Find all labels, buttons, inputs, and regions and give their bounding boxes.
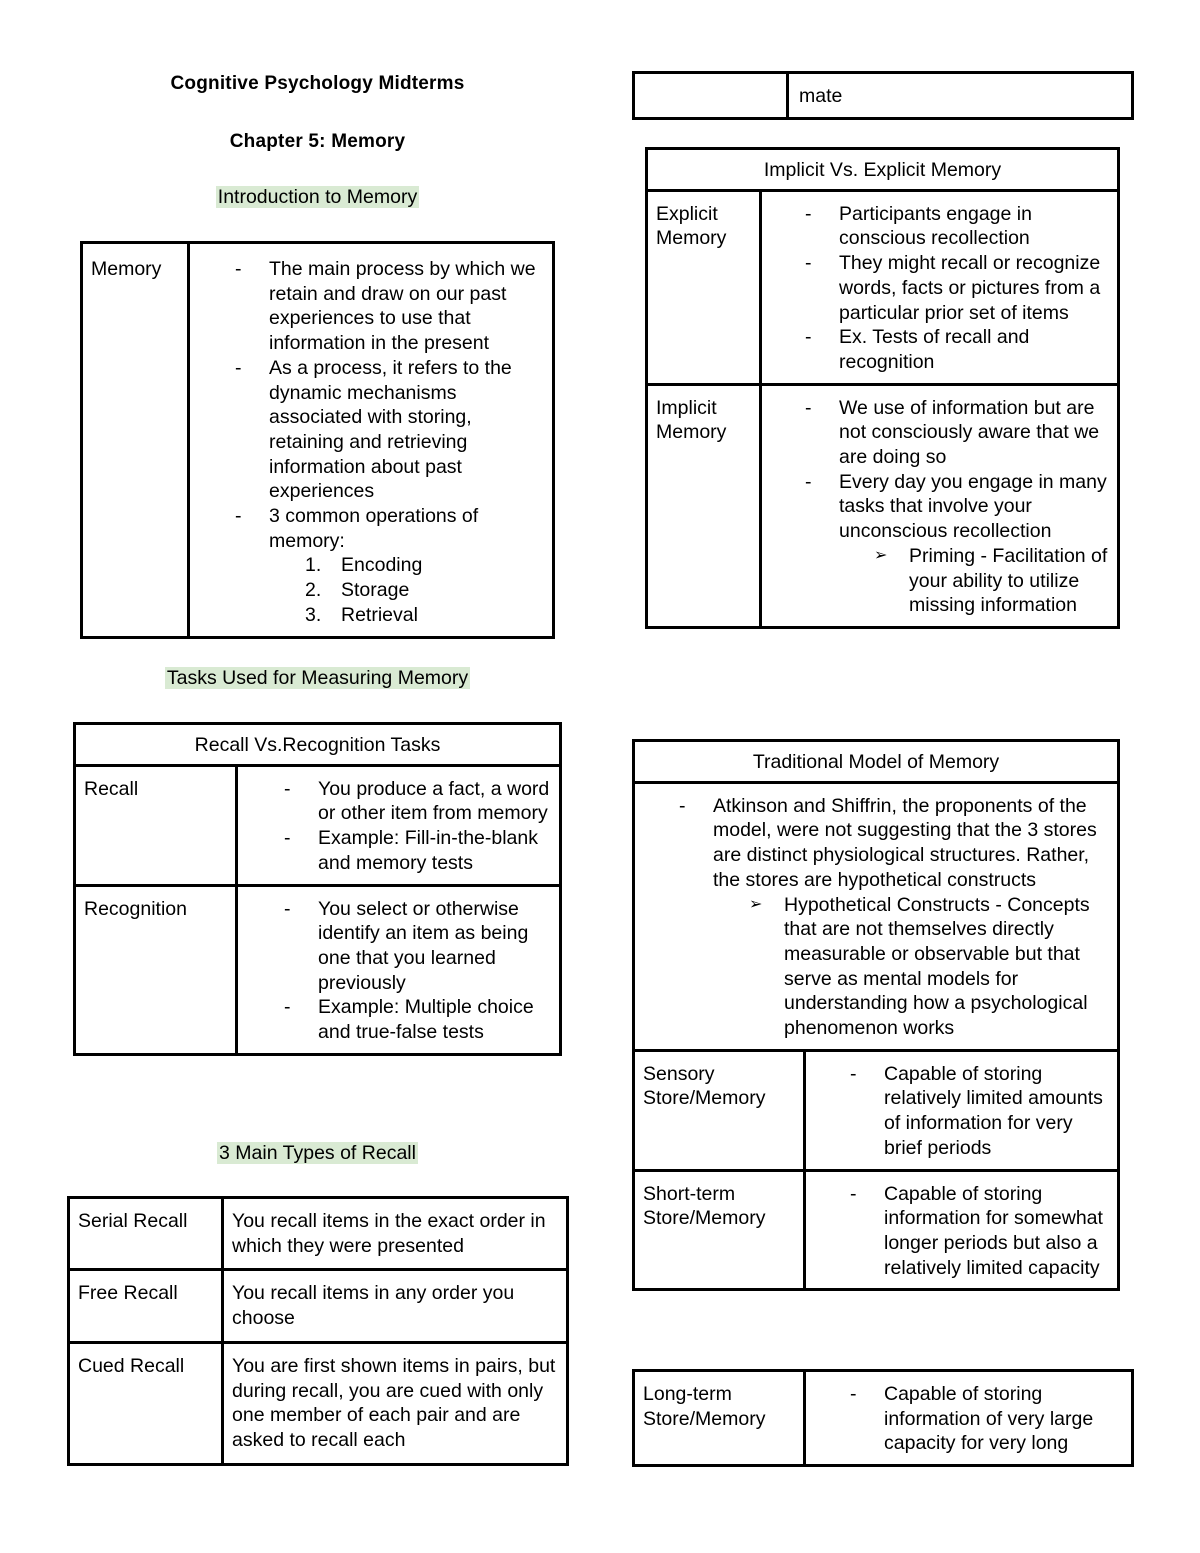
table-row bbox=[634, 782, 1119, 1050]
table-header-row bbox=[634, 741, 1119, 783]
list-item: - Capable of storing information of very large capacity for very long bbox=[884, 1382, 1123, 1456]
term-cell: Memory bbox=[82, 243, 189, 638]
continued-table bbox=[632, 71, 1134, 120]
implicit-explicit-table bbox=[645, 147, 1120, 629]
table-row bbox=[634, 1050, 1119, 1170]
table-row bbox=[75, 885, 561, 1054]
definition-cell bbox=[761, 190, 1119, 384]
definition-cell: You recall items in the exact order in which they were presented bbox=[223, 1198, 568, 1270]
table-row bbox=[69, 1198, 568, 1270]
recall-recognition-table bbox=[73, 722, 562, 1056]
long-term-store-table bbox=[632, 1369, 1134, 1467]
recall-types-table bbox=[67, 1196, 569, 1466]
section-heading-recall-types: 3 Main Types of Recall bbox=[219, 1142, 416, 1164]
memory-definition-table bbox=[80, 241, 555, 639]
list-item: 1. Encoding bbox=[305, 554, 423, 577]
table-row bbox=[82, 243, 554, 638]
term-cell: Sensory Store/Memory bbox=[634, 1050, 805, 1170]
definition-cell bbox=[189, 243, 554, 638]
list-item: - Example: Fill-in-the-blank and memory tests bbox=[318, 826, 551, 875]
table-row bbox=[634, 1170, 1119, 1290]
list-item: - Example: Multiple choice and true-false tests bbox=[318, 995, 551, 1044]
table-header: Recall Vs.Recognition Tasks bbox=[75, 724, 561, 766]
table-row bbox=[634, 1371, 1133, 1466]
term-cell: Serial Recall bbox=[69, 1198, 223, 1270]
list-item: - Capable of storing relatively limited amounts of information for very brief periods bbox=[884, 1062, 1109, 1161]
definition-cell: mate bbox=[788, 73, 1133, 119]
list-item: - We use of information but are not consciously aware that we are doing so bbox=[839, 396, 1109, 470]
definition-cell: You are first shown items in pairs, but during recall, you are cued with only one member of each pair and are asked to recall each bbox=[223, 1342, 568, 1464]
list-item: ➢ Priming - Facilitation of your ability to utilize missing information bbox=[874, 544, 1109, 618]
list-item: - Every day you engage in many tasks that involve your unconscious recollection bbox=[839, 470, 1109, 544]
table-header-row bbox=[647, 149, 1119, 191]
term-cell: Implicit Memory bbox=[647, 384, 761, 627]
term-cell: Free Recall bbox=[69, 1270, 223, 1342]
table-row bbox=[647, 190, 1119, 384]
table-row bbox=[634, 73, 1133, 119]
table-header-row bbox=[75, 724, 561, 766]
list-item: 3. Retrieval bbox=[305, 603, 418, 626]
section-heading-introduction: Introduction to Memory bbox=[217, 186, 418, 208]
definition-cell bbox=[761, 384, 1119, 627]
term-cell: Recall bbox=[75, 765, 237, 885]
term-cell: Explicit Memory bbox=[647, 190, 761, 384]
table-row bbox=[69, 1270, 568, 1342]
table-row bbox=[75, 765, 561, 885]
table-row bbox=[69, 1342, 568, 1464]
list-item: ➢ Hypothetical Constructs - Concepts that are not themselves directly measurable or observable but that serve as mental models for understanding how a psychological phenomenon works bbox=[749, 893, 1109, 1041]
table-header: Implicit Vs. Explicit Memory bbox=[647, 149, 1119, 191]
term-cell: Recognition bbox=[75, 885, 237, 1054]
definition-cell bbox=[805, 1371, 1133, 1466]
definition-cell bbox=[805, 1170, 1119, 1290]
document-title: Cognitive Psychology Midterms bbox=[170, 73, 465, 94]
term-cell bbox=[634, 73, 788, 119]
list-item: - Ex. Tests of recall and recognition bbox=[839, 325, 1109, 374]
list-item: 2. Storage bbox=[305, 579, 410, 602]
definition-cell: You recall items in any order you choose bbox=[223, 1270, 568, 1342]
list-item: - Atkinson and Shiffrin, the proponents of the model, were not suggesting that the 3 stores are distinct physiological structures. Rather, the stores are hypothetical constructs bbox=[713, 794, 1109, 893]
list-item: - 3 common operations of memory: bbox=[269, 504, 542, 553]
list-item: - You select or otherwise identify an item as being one that you learned previously bbox=[318, 897, 551, 996]
definition-cell bbox=[237, 765, 561, 885]
list-item: - Participants engage in conscious recollection bbox=[839, 202, 1109, 251]
definition-cell bbox=[237, 885, 561, 1054]
list-item: - You produce a fact, a word or other item from memory bbox=[318, 777, 551, 826]
section-heading-tasks: Tasks Used for Measuring Memory bbox=[166, 667, 469, 689]
term-cell: Long-term Store/Memory bbox=[634, 1371, 805, 1466]
table-row bbox=[647, 384, 1119, 627]
chapter-title: Chapter 5: Memory bbox=[229, 131, 406, 152]
term-cell: Short-term Store/Memory bbox=[634, 1170, 805, 1290]
list-item: - Capable of storing information for somewhat longer periods but also a relatively limited capacity bbox=[884, 1182, 1109, 1281]
intro-cell bbox=[634, 782, 1119, 1050]
definition-cell bbox=[805, 1050, 1119, 1170]
list-item: - The main process by which we retain and draw on our past experiences to use that information in the present bbox=[269, 257, 542, 356]
list-item: - As a process, it refers to the dynamic mechanisms associated with storing, retaining and retrieving information about past experiences bbox=[269, 356, 542, 504]
traditional-model-table bbox=[632, 739, 1120, 1291]
table-header: Traditional Model of Memory bbox=[634, 741, 1119, 783]
term-cell: Cued Recall bbox=[69, 1342, 223, 1464]
list-item: - They might recall or recognize words, facts or pictures from a particular prior set of items bbox=[839, 251, 1109, 325]
